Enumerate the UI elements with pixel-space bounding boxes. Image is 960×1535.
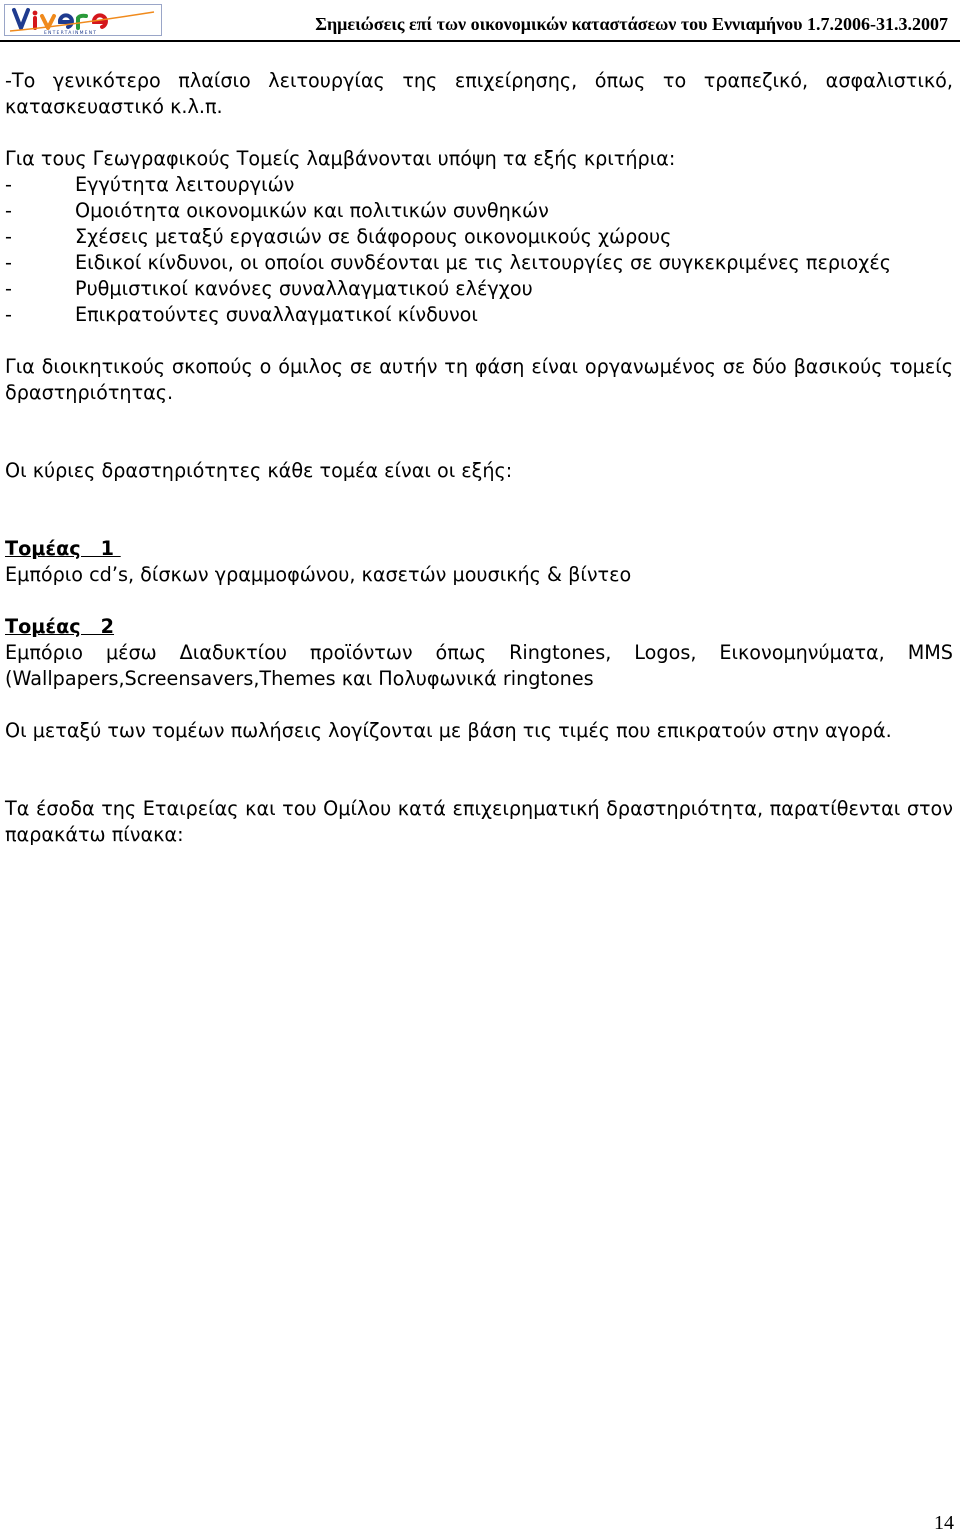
geo-criteria-intro: Για τους Γεωγραφικούς Τομείς λαμβάνονται υπόψη τα εξής κριτήρια: xyxy=(5,147,676,170)
logo-subtext: ENTERTAINMENT xyxy=(44,31,98,36)
page-header xyxy=(0,0,960,44)
list-dash: - xyxy=(5,251,12,274)
list-item xyxy=(5,302,953,328)
revenue-paragraph: Τα έσοδα της Εταιρείας και του Ομίλου κατά επιχειρηματική δραστηριότητα, παρατίθενται στον παρακάτω πίνακα: xyxy=(5,797,953,846)
sector-2-description: Εμπόριο μέσω Διαδυκτίου προϊόντων όπως Ringtones, Logos, Εικονομηνύματα, MMS (Wallpapers,Screensavers,Themes και Πολυφωνικά ringtones xyxy=(5,641,953,690)
document-header-title: Σημειώσεις επί των οικονομικών καταστάσεων του Εννιαμήνου 1.7.2006-31.3.2007 xyxy=(315,14,948,34)
intro-line: -Το γενικότερο πλαίσιο λειτουργίας της επιχείρησης, όπως το τραπεζικό, ασφαλιστικό, κατασκευαστικό κ.λ.π. xyxy=(5,69,953,118)
document-body xyxy=(5,68,953,848)
list-item-text: Ρυθμιστικοί κανόνες συναλλαγματικού ελέγχου xyxy=(75,277,533,300)
list-item xyxy=(5,250,953,276)
activities-intro: Οι κύριες δραστηριότητες κάθε τομέα είναι οι εξής: xyxy=(5,459,513,482)
list-item-text: Επικρατούντες συναλλαγματικοί κίνδυνοι xyxy=(75,303,478,326)
page-number: 14 xyxy=(934,1512,954,1534)
list-dash: - xyxy=(5,277,12,300)
list-dash: - xyxy=(5,199,12,222)
list-dash: - xyxy=(5,173,12,196)
list-item xyxy=(5,224,953,250)
criteria-list xyxy=(5,172,953,328)
sector-1-description: Εμπόριο cd’s, δίσκων γραμμοφώνου, κασετών μουσικής & βίντεο xyxy=(5,563,632,586)
header-divider xyxy=(0,40,960,42)
sector-1-title: Τομέας 1 xyxy=(5,537,121,560)
list-item xyxy=(5,172,953,198)
sector-2-title: Τομέας 2 xyxy=(5,615,115,638)
sector-2-heading xyxy=(5,614,953,640)
intersegment-paragraph: Οι μεταξύ των τομέων πωλήσεις λογίζονται με βάση τις τιμές που επικρατούν στην αγορά. xyxy=(5,719,892,742)
list-dash: - xyxy=(5,225,12,248)
list-item-text: Σχέσεις μεταξύ εργασιών σε διάφορους οικονομικούς χώρους xyxy=(75,225,672,248)
list-item xyxy=(5,198,953,224)
list-item xyxy=(5,276,953,302)
list-item-text: Εγγύτητα λειτουργιών xyxy=(75,173,295,196)
admin-paragraph: Για διοικητικούς σκοπούς ο όμιλος σε αυτήν τη φάση είναι οργανωμένος σε δύο βασικούς τομείς δραστηριότητας. xyxy=(5,355,953,404)
list-item-text: Ειδικοί κίνδυνοι, οι οποίοι συνδέονται με τις λειτουργίες σε συγκεκριμένες περιοχές xyxy=(75,251,891,274)
sector-1-heading xyxy=(5,536,953,562)
list-dash: - xyxy=(5,303,12,326)
list-item-text: Ομοιότητα οικονομικών και πολιτικών συνθηκών xyxy=(75,199,549,222)
vivere-logo xyxy=(4,4,162,36)
